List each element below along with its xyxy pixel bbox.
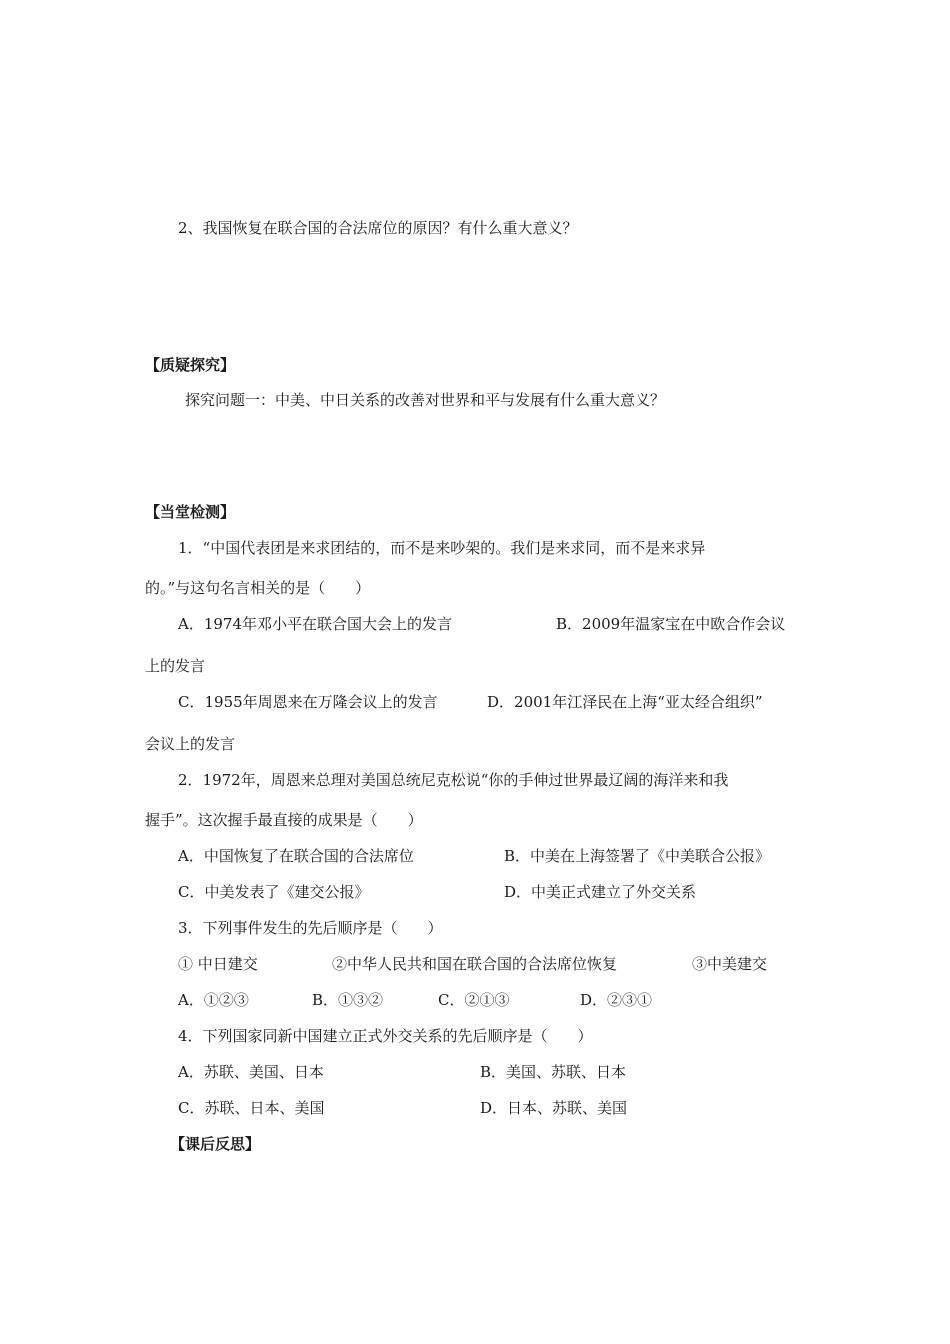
test-q4-stem: 4．下列国家同新中国建立正式外交关系的先后顺序是（ ） [178,1027,593,1045]
inquiry-question-1: 探究问题一：中美、中日关系的改善对世界和平与发展有什么重大意义？ [185,391,666,409]
test-q1-stem-line1: 1．“中国代表团是来求团结的，而不是来吵架的。我们是来求同，而不是来求异 [178,539,706,557]
test-q3-option-c: C．②①③ [438,991,510,1009]
test-q1-option-a: A．1974年邓小平在联合国大会上的发言 [178,615,453,633]
review-question-2: 2、我国恢复在联合国的合法席位的原因？有什么重大意义？ [178,219,578,237]
inquiry-heading: 【质疑探究】 [145,356,236,374]
test-q2-stem-line1: 2．1972年，周恩来总理对美国总统尼克松说“你的手伸过世界最辽阔的海洋来和我 [178,771,729,789]
test-heading: 【当堂检测】 [145,503,236,521]
test-q2-option-d: D．中美正式建立了外交关系 [504,883,697,901]
test-q4-option-a: A．苏联、美国、日本 [178,1063,324,1081]
reflection-heading: 【课后反思】 [170,1135,261,1153]
test-q2-stem-line2: 握手”。这次握手最直接的成果是（ ） [145,811,423,829]
test-q3-option-b: B．①③② [312,991,384,1009]
test-q1-option-d: D．2001年江泽民在上海“亚太经合组织” [487,693,763,711]
test-q4-option-b: B．美国、苏联、日本 [480,1063,627,1081]
test-q3-stem: 3．下列事件发生的先后顺序是（ ） [178,919,443,937]
test-q2-option-a: A．中国恢复了在联合国的合法席位 [178,847,414,865]
test-q2-option-b: B．中美在上海签署了《中美联合公报》 [504,847,771,865]
test-q1-option-c: C．1955年周恩来在万隆会议上的发言 [178,693,438,711]
test-q3-option-d: D．②③① [580,991,653,1009]
test-q4-option-d: D．日本、苏联、美国 [480,1099,628,1117]
test-q2-option-c: C．中美发表了《建交公报》 [178,883,370,901]
test-q3-option-a: A．①②③ [178,991,249,1009]
test-q4-option-c: C．苏联、日本、美国 [178,1099,325,1117]
test-q1-option-d-continued: 会议上的发言 [145,735,236,753]
test-q3-event-2: ②中华人民共和国在联合国的合法席位恢复 [332,955,618,973]
test-q1-option-b: B．2009年温家宝在中欧合作会议 [556,615,786,633]
test-q3-event-3: ③中美建交 [692,955,768,973]
test-q3-event-1: ① 中日建交 [178,955,258,973]
test-q1-stem-line2: 的。”与这句名言相关的是（ ） [145,579,371,597]
test-q1-option-b-continued: 上的发言 [145,657,206,675]
